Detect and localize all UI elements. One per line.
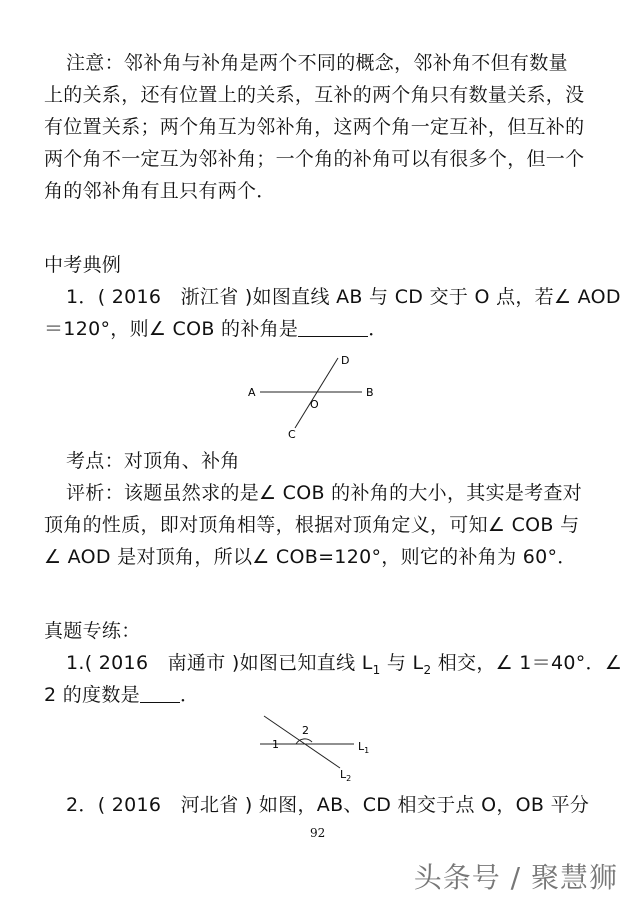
label-o: O: [310, 398, 319, 411]
label-b: B: [366, 386, 374, 399]
label-a: A: [248, 386, 256, 399]
watermark: 头条号 / 聚慧狮: [413, 861, 618, 894]
label-c: C: [288, 428, 296, 441]
practice-q2-line-1: 2．( 2016 河北省 ) 如图，AB、CD 相交于点 O，OB 平分: [66, 794, 590, 816]
exam-q1-end: ．: [368, 318, 388, 340]
practice-q1-text-d: 2 的度数是: [44, 684, 140, 706]
label-l2: $L_2$: [340, 768, 352, 783]
kaodian-line: 考点：对顶角、补角: [66, 450, 240, 472]
note-line-4: 两个角不一定互为邻补角；一个角的补角可以有很多个，但一个: [44, 148, 585, 170]
label-l1: $L_1$: [358, 740, 370, 755]
exam-q1-line-2: [44, 314, 388, 345]
analysis-line-2: 顶角的性质，即对顶角相等，根据对顶角定义，可知∠ COB 与: [44, 514, 580, 536]
note-line-1: 注意：邻补角与补角是两个不同的概念，邻补角不但有数量: [66, 52, 568, 74]
answer-blank-short: [140, 684, 180, 703]
note-line-3: 有位置关系；两个角互为邻补角，这两个角一定互补，但互补的: [44, 116, 585, 138]
practice-q1-end: ．: [179, 684, 200, 706]
practice-q1-line-2: [44, 680, 199, 711]
label-angle-1: 1: [272, 738, 279, 751]
analysis-line-3: ∠ AOD 是对顶角，所以∠ COB=120°，则它的补角为 60°．: [44, 546, 577, 568]
subscript-2: 2: [423, 662, 432, 677]
exam-q1-text: ＝120°，则∠ COB 的补角是: [44, 318, 299, 340]
practice-q1-text-a: 1.( 2016 南通市 )如图已知直线 L: [66, 652, 373, 674]
figure-intersecting-lines: [240, 350, 390, 442]
answer-blank: [298, 318, 368, 337]
page-number: 92: [310, 826, 326, 840]
practice-q1-text-b: 与 L: [380, 652, 424, 674]
exam-q1-line-1: 1．( 2016 浙江省 )如图直线 AB 与 CD 交于 O 点，若∠ AOD: [66, 286, 621, 308]
label-angle-2: 2: [302, 724, 309, 737]
practice-q1-text-c: 相交，∠ 1＝40°．∠: [431, 652, 623, 674]
line-cd: [295, 358, 338, 428]
label-d: D: [341, 354, 350, 367]
analysis-line-1: 评析：该题虽然求的是∠ COB 的补角的大小，其实是考查对: [66, 482, 583, 504]
section-heading-practice: 真题专练：: [44, 620, 141, 642]
note-line-5: 角的邻补角有且只有两个．: [44, 180, 276, 202]
note-line-2: 上的关系，还有位置上的关系，互补的两个角只有数量关系，没: [44, 84, 585, 106]
subscript-1: 1: [372, 662, 381, 677]
figure-l1-l2: [250, 708, 390, 788]
section-heading-exam: 中考典例: [44, 254, 122, 276]
